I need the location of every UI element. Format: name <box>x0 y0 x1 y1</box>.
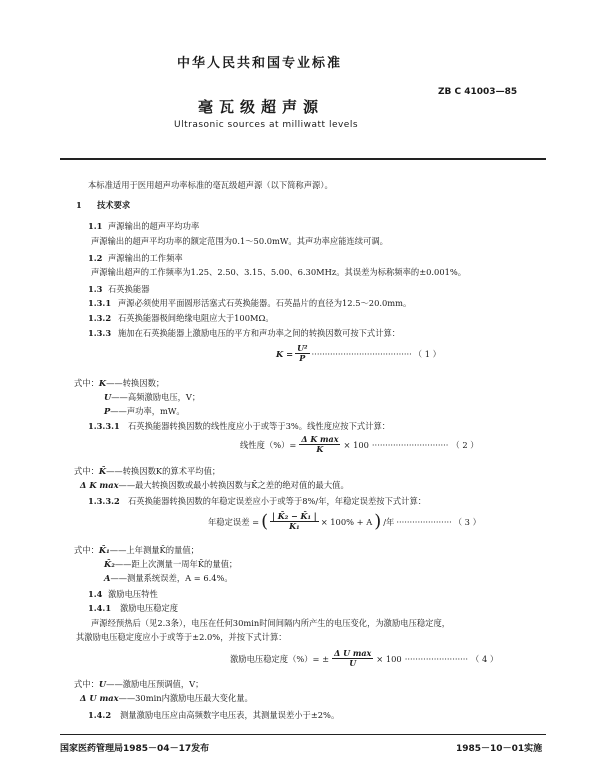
equation-3-unit: /年 <box>383 516 395 527</box>
issuer-title: 中华人民共和国专业标准 <box>177 56 343 71</box>
equation-1-numerator: U² <box>297 343 308 353</box>
section-1-4-title: 激励电压特性 <box>108 589 158 599</box>
where-2-row-2: Δ K max——最大转换因数或最小转换因数与K̄之差的绝对值的最大值。 <box>80 480 349 490</box>
equation-4-number: （ 4 ） <box>471 653 499 664</box>
issue-date: 国家医药管理局1985－04－17发布 <box>60 744 210 754</box>
where-3-row-3: A——测量系统误差，A = 6.4%。 <box>104 573 233 583</box>
section-1-3-3-number: 1.3.3 <box>88 328 112 338</box>
where-4-row-1: 式中：U——激励电压预调值，V； <box>74 679 204 689</box>
section-1-1-number: 1.1 <box>88 221 103 231</box>
equation-2-tail: × 100 <box>343 439 369 450</box>
equation-3-open-paren: ( <box>261 510 269 532</box>
section-1-3-1-number: 1.3.1 <box>88 298 112 308</box>
equation-1 <box>276 344 441 363</box>
document-title-en: Ultrasonic sources at milliwatt levels <box>174 120 359 130</box>
section-1-3-3-1-number: 1.3.3.1 <box>88 421 120 431</box>
section-1-title: 技术要求 <box>97 200 131 210</box>
equation-3-number: （ 3 ） <box>453 516 481 527</box>
equation-2-lhs: 线性度（%）= <box>240 439 297 450</box>
standard-code: ZB C 41003—85 <box>438 87 518 97</box>
equation-1-lhs: K = <box>276 348 294 359</box>
equation-3 <box>208 512 481 531</box>
equation-4-fraction <box>332 649 373 668</box>
section-1-3-number: 1.3 <box>88 284 103 294</box>
section-1-1-title: 声源输出的超声平均功率 <box>108 221 200 231</box>
equation-4-leader: ························ <box>404 653 469 664</box>
equation-3-fraction <box>270 512 319 531</box>
equation-1-number: （ 1 ） <box>413 348 441 359</box>
equation-2-numerator: Δ K max <box>301 434 339 444</box>
section-1-3-3-text: 施加在石英换能器上激励电压的平方和声功率之间的转换因数可按下式计算： <box>118 328 401 338</box>
section-1-3-3-1-text: 石英换能器转换因数的线性度应小于或等于3%。线性度应按下式计算： <box>128 421 391 431</box>
equation-2-denominator: K̄ <box>316 444 324 454</box>
section-1-3-1-text: 声源必须使用平面圆形活塞式石英换能器。石英晶片的直径为12.5～20.0mm。 <box>118 298 412 308</box>
section-1-4-number: 1.4 <box>88 589 103 599</box>
effective-date: 1985－10－01实施 <box>456 744 543 754</box>
section-1-4-1-title: 激励电压稳定度 <box>120 603 179 613</box>
equation-2-fraction <box>299 435 340 454</box>
section-1-1-text: 声源输出的超声平均功率的额定范围为0.1～50.0mW。其声功率应能连续可调。 <box>91 236 388 246</box>
where-1-row-1: 式中：K——转换因数； <box>74 378 165 388</box>
equation-1-leader: ······································ <box>311 348 412 359</box>
where-1-row-3: P——声功率，mW。 <box>104 406 185 416</box>
equation-4-tail: × 100 <box>376 653 402 664</box>
document-title: 毫瓦级超声源 <box>198 98 325 116</box>
where-4-row-2: Δ U max——30min内激励电压最大变化量。 <box>80 693 253 703</box>
section-1-4-2-text: 测量激励电压应由高频数字电压表，其测量误差小于±2%。 <box>120 710 340 720</box>
where-2-row-1: 式中：K̄——转换因数K的算术平均值； <box>74 466 221 476</box>
section-1-number: 1 <box>76 200 82 210</box>
equation-4-numerator: Δ U max <box>334 648 372 658</box>
equation-3-numerator: | K̄₂ − K̄₁ | <box>272 511 317 521</box>
equation-1-fraction <box>295 344 309 363</box>
where-3-row-2: K̄₂——距上次测量一周年K̄的量值； <box>104 559 238 569</box>
section-1-4-2-number: 1.4.2 <box>88 710 112 720</box>
section-1-2-text: 声源输出超声的工作频率为1.25、2.50、3.15、5.00、6.30MHz。其误差为标称频率的±0.001%。 <box>91 267 467 277</box>
equation-3-leader: ····················· <box>396 516 452 527</box>
section-1-3-2-text: 石英换能器极间绝缘电阻应大于100MΩ。 <box>118 313 274 323</box>
section-1-3-3-2-number: 1.3.3.2 <box>88 496 120 506</box>
equation-4-denominator: U <box>349 658 357 668</box>
equation-3-close-paren: ) <box>374 510 382 532</box>
equation-2-leader: ····························· <box>371 439 449 450</box>
section-1-2-number: 1.2 <box>88 253 103 263</box>
equation-3-lhs: 年稳定误差 = <box>208 516 260 527</box>
header-rule <box>60 158 546 160</box>
where-3-row-1: 式中：K̄₁——上年测量K̄的量值； <box>74 545 199 555</box>
section-1-3-3-2-text: 石英换能器转换因数的年稳定误差应小于或等于8%/年，年稳定误差按下式计算： <box>128 496 427 506</box>
where-1-row-2: U——高频激励电压，V； <box>104 392 201 402</box>
equation-2-number: （ 2 ） <box>451 439 479 450</box>
equation-4 <box>230 649 498 668</box>
section-1-4-1-text-2: 其激励电压稳定度应小于或等于±2.0%，并按下式计算： <box>76 632 287 642</box>
section-1-4-1-number: 1.4.1 <box>88 603 112 613</box>
footer-rule <box>60 734 546 735</box>
section-1-3-title: 石英换能器 <box>108 284 150 294</box>
intro-paragraph: 本标准适用于医用超声功率标准的毫瓦级超声源（以下简称声源）。 <box>88 180 333 190</box>
section-1-3-2-number: 1.3.2 <box>88 313 112 323</box>
equation-4-lhs: 激励电压稳定度（%）= ± <box>230 653 330 664</box>
equation-1-denominator: P <box>299 353 306 363</box>
section-1-4-1-text-1: 声源经预热后（见2.3条），电压在任何30min时间间隔内所产生的电压变化，为激励电压稳定度， <box>91 618 451 628</box>
equation-3-denominator: K̄₁ <box>289 521 300 531</box>
section-1-2-title: 声源输出的工作频率 <box>108 253 183 263</box>
equation-2 <box>240 435 479 454</box>
equation-3-tail: × 100% + A <box>320 516 373 527</box>
